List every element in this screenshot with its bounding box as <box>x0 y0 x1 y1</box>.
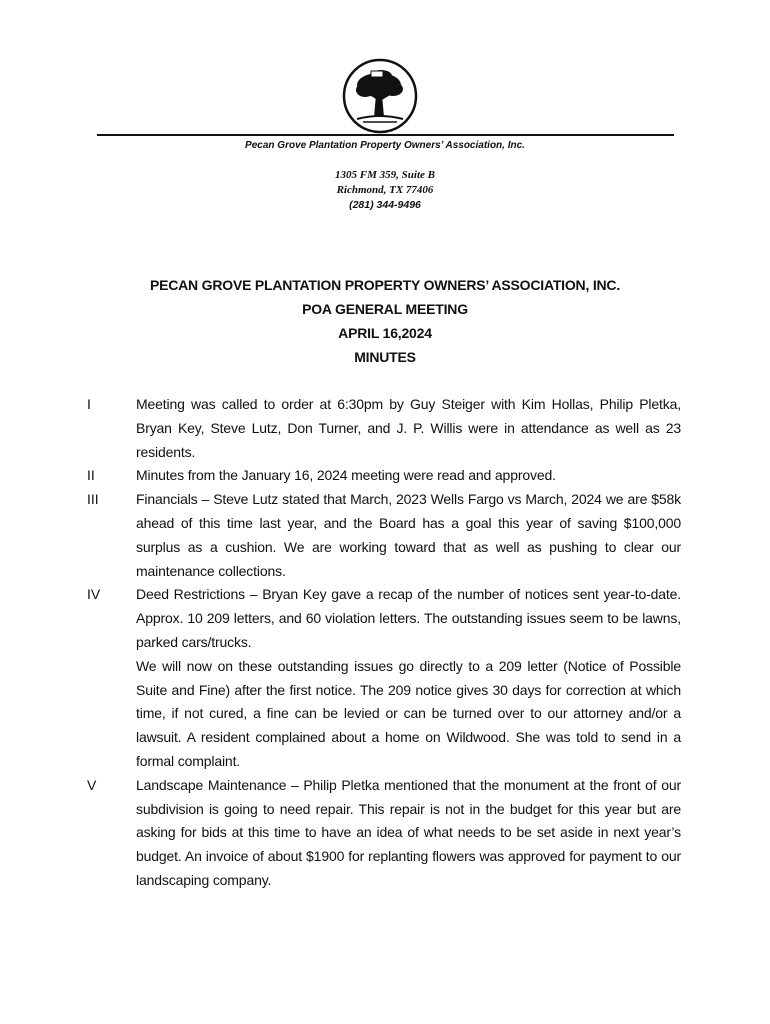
item-number: IV <box>87 586 101 603</box>
item-number: I <box>87 396 91 412</box>
address-line-2: Richmond, TX 77406 <box>336 184 434 196</box>
item-text: Financials – Steve Lutz stated that March, 2023 Wells Fargo vs March, 2024 we are $58k ahead of this time last year, and the Board has a goal this year of saving $100,000 surplus as a cushion. We are working toward that as well as pushing to clear our maintenance collections. <box>136 491 681 579</box>
list-item <box>87 488 687 583</box>
heading-minutes: MINUTES <box>354 349 416 365</box>
item-number: II <box>87 467 95 484</box>
minutes-items <box>87 393 687 893</box>
heading-meeting: POA GENERAL MEETING <box>302 301 468 317</box>
tree-logo-icon <box>341 57 419 135</box>
item-number: V <box>87 776 97 793</box>
heading-date: APRIL 16,2024 <box>338 325 432 341</box>
letterhead-rule <box>97 134 674 136</box>
item-text-continued: We will now on these outstanding issues go directly to a 209 letter (Notice of Possible Suite and Fine) after the first notice. The 209 notice gives 30 days for correction at which time, if not cured, a fine can be levied or can be turned over to our attorney and/or a lawsuit. A resident complained about a home on Wildwood. She was told to send in a formal complaint. <box>136 657 681 769</box>
list-item <box>87 393 687 464</box>
item-number: III <box>87 491 99 508</box>
list-item <box>87 464 687 488</box>
phone-number: (281) 344-9496 <box>349 199 421 211</box>
item-text: Deed Restrictions – Bryan Key gave a recap of the number of notices sent year-to-date. Approx. 10 209 letters, and 60 violation letters. The outstanding issues seem to be lawns, parked cars/trucks. <box>136 586 681 650</box>
org-name-line: Pecan Grove Plantation Property Owners’ Association, Inc. <box>245 140 525 151</box>
heading-association: PECAN GROVE PLANTATION PROPERTY OWNERS’ ASSOCIATION, INC. <box>149 277 621 293</box>
item-text: Meeting was called to order at 6:30pm by Guy Steiger with Kim Hollas, Philip Pletka, Bryan Key, Steve Lutz, Don Turner, and J. P. Willis were in attendance as well as 23 residents. <box>136 396 681 460</box>
item-text: Landscape Maintenance – Philip Pletka mentioned that the monument at the front of our subdivision is going to need repair. This repair is not in the budget for this year but are asking for bids at this time to have an idea of what needs to be set aside in next year’s budget. An invoice of about $1900 for replanting flowers was approved for payment to our landscaping company. <box>136 776 681 888</box>
list-item <box>87 774 687 893</box>
list-item <box>87 583 687 654</box>
address-line-1: 1305 FM 359, Suite B <box>335 169 435 181</box>
item-text: Minutes from the January 16, 2024 meeting were read and approved. <box>136 467 556 484</box>
